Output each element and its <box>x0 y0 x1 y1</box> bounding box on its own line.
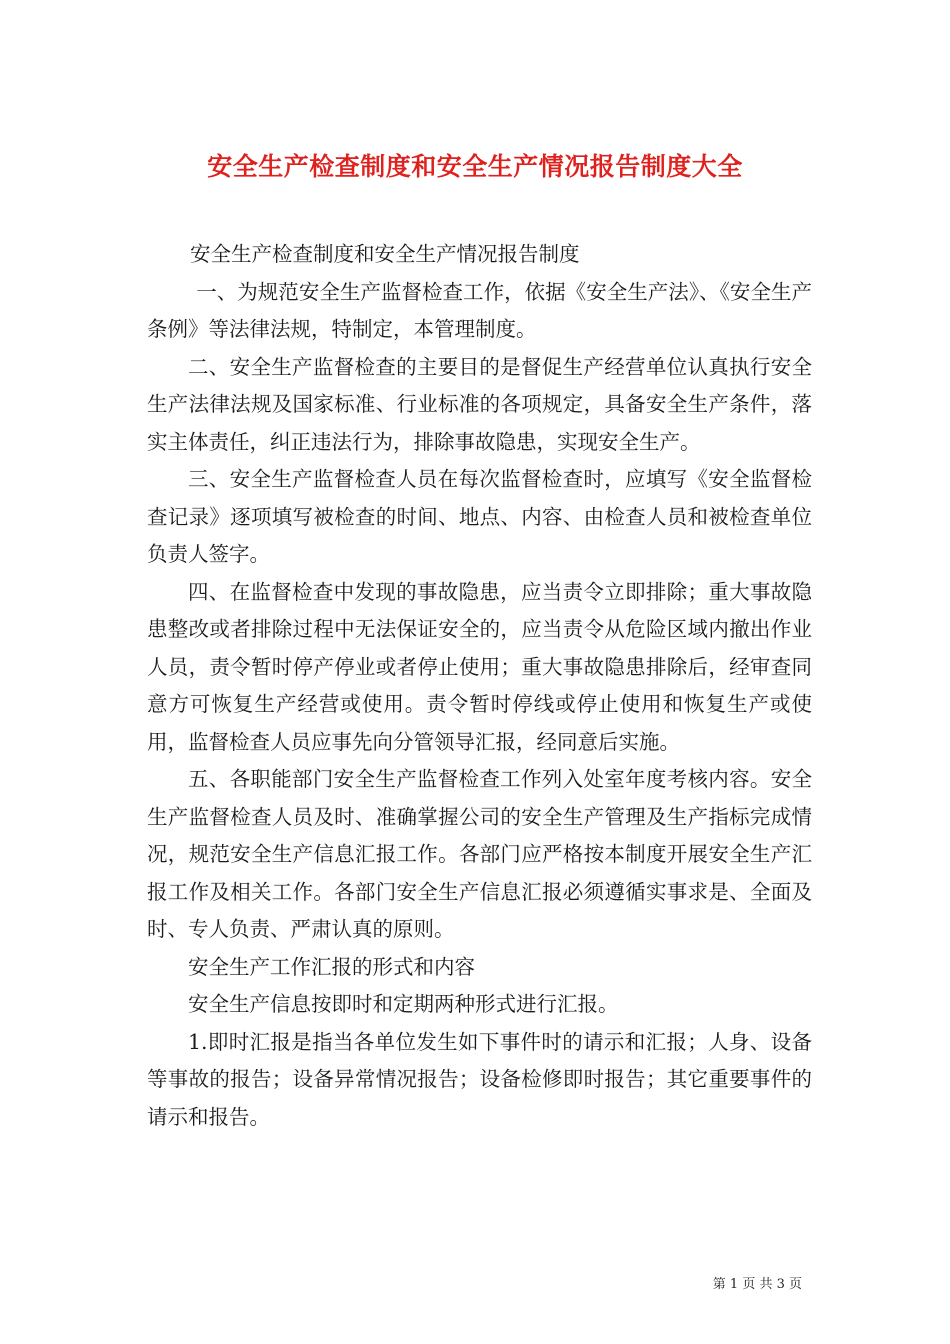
paragraph: 三、安全生产监督检查人员在每次监督检查时，应填写《安全监督检查记录》逐项填写被检查的时间、地点、内容、由检查人员和被检查单位负责人签字。 <box>147 467 812 566</box>
paragraph: 1.即时汇报是指当各单位发生如下事件时的请示和汇报；人身、设备等事故的报告；设备异常情况报告；设备检修即时报告；其它重要事件的请示和报告。 <box>147 1029 812 1129</box>
document-body <box>147 236 812 1136</box>
document-subtitle: 安全生产检查制度和安全生产情况报告制度 <box>190 242 580 266</box>
paragraph: 四、在监督检查中发现的事故隐患，应当责令立即排除；重大事故隐患整改或者排除过程中无法保证安全的，应当责令从危险区域内撤出作业人员，责令暂时停产停业或者停止使用；重大事故隐患排除后，经审查同意方可恢复生产经营或使用。责令暂时停线或停止使用和恢复生产或使用，监督检查人员应事先向分管领导汇报，经同意后实施。 <box>147 579 812 754</box>
paragraph: 五、各职能部门安全生产监督检查工作列入处室年度考核内容。安全生产监督检查人员及时、准确掌握公司的安全生产管理及生产指标完成情况，规范安全生产信息汇报工作。各部门应严格按本制度开展安全生产汇报工作及相关工作。各部门安全生产信息汇报必须遵循实事求是、全面及时、专人负责、严肃认真的原则。 <box>147 767 812 941</box>
page-number: 第 1 页 共 3 页 <box>712 1277 802 1292</box>
document-title: 安全生产检查制度和安全生产情况报告制度大全 <box>207 151 743 181</box>
section-heading: 安全生产工作汇报的形式和内容 <box>188 954 475 979</box>
paragraph: 二、安全生产监督检查的主要目的是督促生产经营单位认真执行安全生产法律法规及国家标准、行业标准的各项规定，具备安全生产条件，落实主体责任，纠正违法行为，排除事故隐患，实现安全生产。 <box>147 354 812 454</box>
paragraph: 安全生产信息按即时和定期两种形式进行汇报。 <box>188 992 619 1016</box>
paragraph: 一、为规范安全生产监督检查工作，依据《安全生产法》、《安全生产条例》等法律法规，特制定，本管理制度。 <box>147 279 812 341</box>
